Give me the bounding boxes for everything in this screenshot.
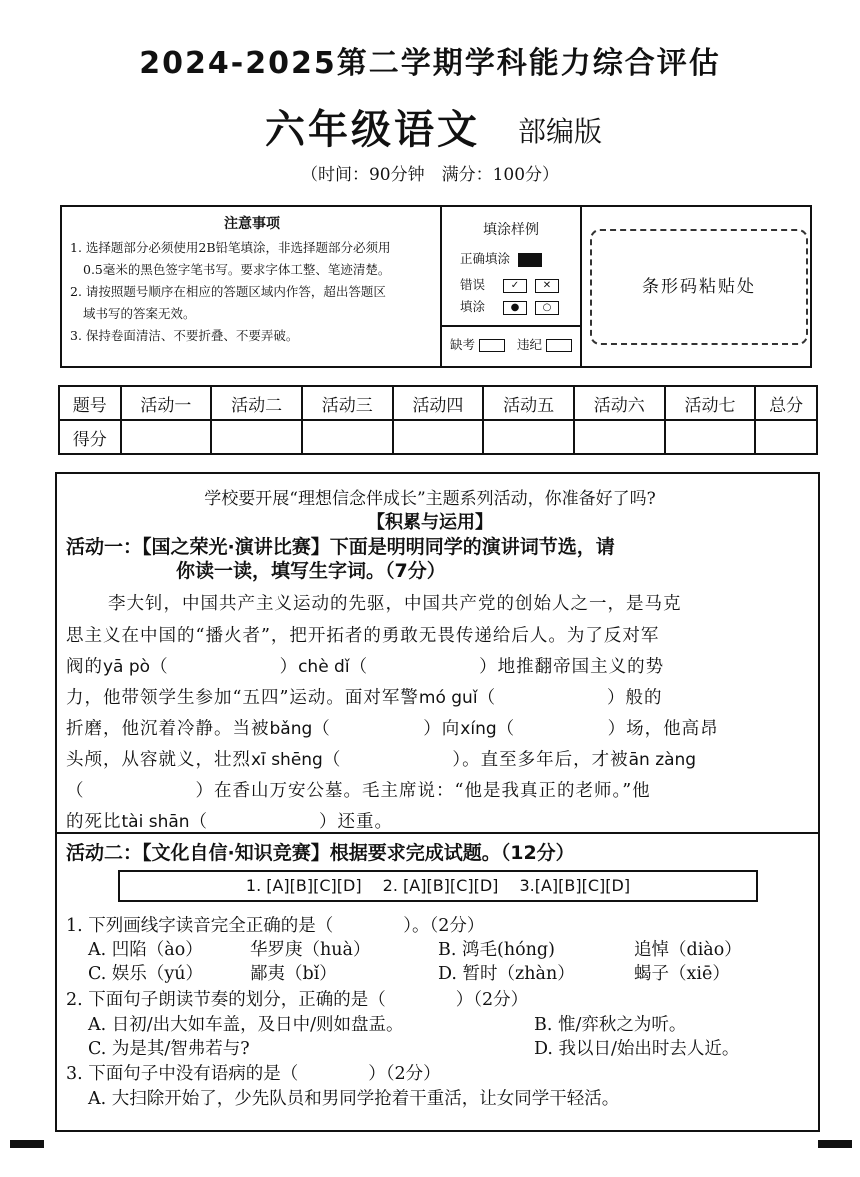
- question-1: 1. 下列画线字读音完全正确的是（ ）。（2分）: [66, 916, 485, 936]
- exam-meta: （时间：90分钟 满分：100分）: [300, 165, 560, 185]
- score-header-cell: 活动五: [483, 386, 574, 420]
- score-cell[interactable]: [121, 420, 212, 454]
- score-header-cell: 活动一: [121, 386, 212, 420]
- score-header-cell: 活动四: [393, 386, 484, 420]
- activity2-heading: 活动二：【文化自信·知识竞赛】根据要求完成试题。（12分）: [66, 842, 575, 864]
- q3-option-a[interactable]: A. 大扫除开始了，少先队员和男同学抢着干重活，让女同学干轻活。: [88, 1089, 620, 1109]
- theme-intro: 学校要开展“理想信念伴成长”主题系列活动，你准备好了吗?: [204, 489, 656, 509]
- answer-blank[interactable]: （ ）般的: [477, 688, 663, 708]
- score-header-cell: 总分: [755, 386, 817, 420]
- q1-option-c-2: 鄙夷（bǐ）: [250, 964, 337, 984]
- violation-label: 违纪: [516, 337, 542, 352]
- answer-blank[interactable]: （ ）: [150, 657, 299, 677]
- score-cell[interactable]: [211, 420, 302, 454]
- subject-title: 六年级语文: [265, 106, 480, 153]
- answer-sheet-bar[interactable]: 1. [A][B][C][D] 2. [A][B][C][D] 3.[A][B][C][D]: [118, 870, 758, 902]
- circle-box-icon: ○: [535, 301, 559, 315]
- score-header-cell: 活动六: [574, 386, 665, 420]
- notice-title: 注意事项: [224, 216, 280, 232]
- alignment-mark: [818, 1140, 852, 1148]
- alignment-mark: [10, 1140, 44, 1148]
- q1-option-a-2: 华罗庚（huà）: [250, 940, 371, 960]
- absent-checkbox[interactable]: [479, 339, 505, 352]
- notice-panel: [60, 205, 812, 368]
- activity1-heading-cont: 你读一读，填写生字词。（7分）: [176, 560, 446, 582]
- passage-text: 阀的: [66, 657, 103, 677]
- pinyin-prompt: tài shān: [121, 812, 190, 832]
- barcode-area: 条形码粘贴处: [590, 229, 808, 345]
- passage-line-5: [66, 715, 719, 740]
- passage-line-4: [66, 684, 663, 709]
- wrong-fill-row-1: [460, 275, 559, 293]
- pinyin-prompt: bǎng: [269, 719, 313, 739]
- question-2: 2. 下面句子朗读节奏的划分，正确的是（ ）（2分）: [66, 990, 529, 1010]
- notice-item-1-cont: 0.5毫米的黑色签字笔书写。要求字体工整、笔迹清楚。: [83, 262, 391, 277]
- notice-instructions: [62, 207, 442, 366]
- notice-item-1: 1. 选择题部分必须使用2B铅笔填涂，非选择题部分必须用: [70, 240, 391, 255]
- answer-blank[interactable]: （ ）还重。: [189, 812, 394, 832]
- score-table-score-row: [59, 420, 817, 454]
- q2-option-a[interactable]: A. 日初/出大如车盖，及日中/则如盘盂。: [88, 1015, 404, 1035]
- score-cell[interactable]: [483, 420, 574, 454]
- fill-sample-title: 填涂样例: [483, 222, 539, 238]
- score-cell[interactable]: [665, 420, 756, 454]
- fill-sample-panel: [442, 207, 582, 366]
- passage-line-8: [66, 808, 393, 833]
- q1-option-b[interactable]: B. 鸿毛(hóng): [438, 940, 555, 960]
- pinyin-prompt: ān zàng: [628, 750, 697, 770]
- q1-option-a[interactable]: A. 凹陷（ào）: [88, 940, 203, 960]
- violation-checkbox[interactable]: [546, 339, 572, 352]
- pinyin-prompt: xī shēng: [251, 750, 323, 770]
- cross-box-icon: ✕: [535, 279, 559, 293]
- passage-text: 的死比: [66, 812, 122, 832]
- passage-line-7[interactable]: （ ）在香山万安公墓。毛主席说：“他是我真正的老师。”他: [66, 781, 651, 801]
- passage-text: 折磨，他沉着冷静。当被: [66, 719, 270, 739]
- passage-text: 头颅，从容就义，壮烈: [66, 750, 251, 770]
- q1-option-b-2: 追悼（diào）: [634, 940, 742, 960]
- pinyin-prompt: xíng: [460, 719, 497, 739]
- q2-option-d[interactable]: D. 我以日/始出时去人近。: [534, 1039, 740, 1059]
- score-header-cell: 活动三: [302, 386, 393, 420]
- pinyin-prompt: chè dǐ: [298, 657, 350, 677]
- wrong-fill-label: 错误: [460, 277, 486, 292]
- edition-label: 部编版: [518, 115, 603, 148]
- passage-line-2: 思主义在中国的“播火者”，把开拓者的勇敢无畏传递给后人。为了反对军: [66, 626, 660, 646]
- pinyin-prompt: yā pò: [103, 657, 151, 677]
- notice-item-3: 3. 保持卷面清洁、不要折叠、不要弄破。: [70, 328, 299, 343]
- score-header-cell: 活动二: [211, 386, 302, 420]
- dot-box-icon: ●: [503, 301, 527, 315]
- section-title: 【积累与运用】: [367, 512, 493, 533]
- q1-option-c[interactable]: C. 娱乐（yú）: [88, 964, 204, 984]
- notice-item-2: 2. 请按照题号顺序在相应的答题区域内作答，超出答题区: [70, 284, 386, 299]
- score-header-cell: 题号: [59, 386, 121, 420]
- wrong-fill-label-2: 填涂: [460, 299, 486, 314]
- checkmark-box-icon: ✓: [503, 279, 527, 293]
- score-cell[interactable]: [302, 420, 393, 454]
- score-header-cell: 活动七: [665, 386, 756, 420]
- passage-text: 力，他带领学生参加“五四”运动。面对军警: [66, 688, 419, 708]
- question-3: 3. 下面句子中没有语病的是（ ）（2分）: [66, 1064, 441, 1084]
- absent-violation-row: [450, 335, 580, 353]
- score-cell[interactable]: [393, 420, 484, 454]
- absent-label: 缺考: [450, 337, 476, 352]
- q2-option-c[interactable]: C. 为是其/智弗若与?: [88, 1039, 250, 1059]
- passage-line-1: 李大钊，中国共产主义运动的先驱，中国共产党的创始人之一，是马克: [108, 594, 682, 614]
- score-cell[interactable]: [755, 420, 817, 454]
- answer-blank[interactable]: （ ）向: [312, 719, 461, 739]
- correct-fill-row: [460, 249, 542, 267]
- filled-box-icon: [518, 253, 542, 267]
- q1-option-d-2: 蝎子（xiē）: [634, 964, 730, 984]
- passage-line-3: [66, 653, 664, 678]
- passage-line-6: [66, 746, 696, 771]
- notice-item-2-cont: 域书写的答案无效。: [83, 306, 196, 321]
- divider: [442, 325, 580, 327]
- divider: [55, 832, 820, 834]
- score-table-header-row: [59, 386, 817, 420]
- pinyin-prompt: mó guǐ: [418, 688, 478, 708]
- score-row-label: 得分: [59, 420, 121, 454]
- correct-fill-label: 正确填涂: [460, 251, 511, 266]
- activity1-heading: 活动一：【国之荣光·演讲比赛】下面是明明同学的演讲词节选，请: [66, 536, 615, 558]
- answer-blank[interactable]: （ ）场，他高昂: [496, 719, 719, 739]
- answer-blank[interactable]: （ ）。直至多年后，才被: [322, 750, 629, 770]
- answer-blank[interactable]: （ ）地推翻帝国主义的势: [349, 657, 665, 677]
- wrong-fill-row-2: [460, 297, 559, 315]
- q2-option-b[interactable]: B. 惟/弈秋之为听。: [534, 1015, 687, 1035]
- q1-option-d[interactable]: D. 暂时（zhàn）: [438, 964, 575, 984]
- exam-title: 2024-2025第二学期学科能力综合评估: [139, 46, 721, 81]
- score-cell[interactable]: [574, 420, 665, 454]
- score-table: [58, 385, 818, 455]
